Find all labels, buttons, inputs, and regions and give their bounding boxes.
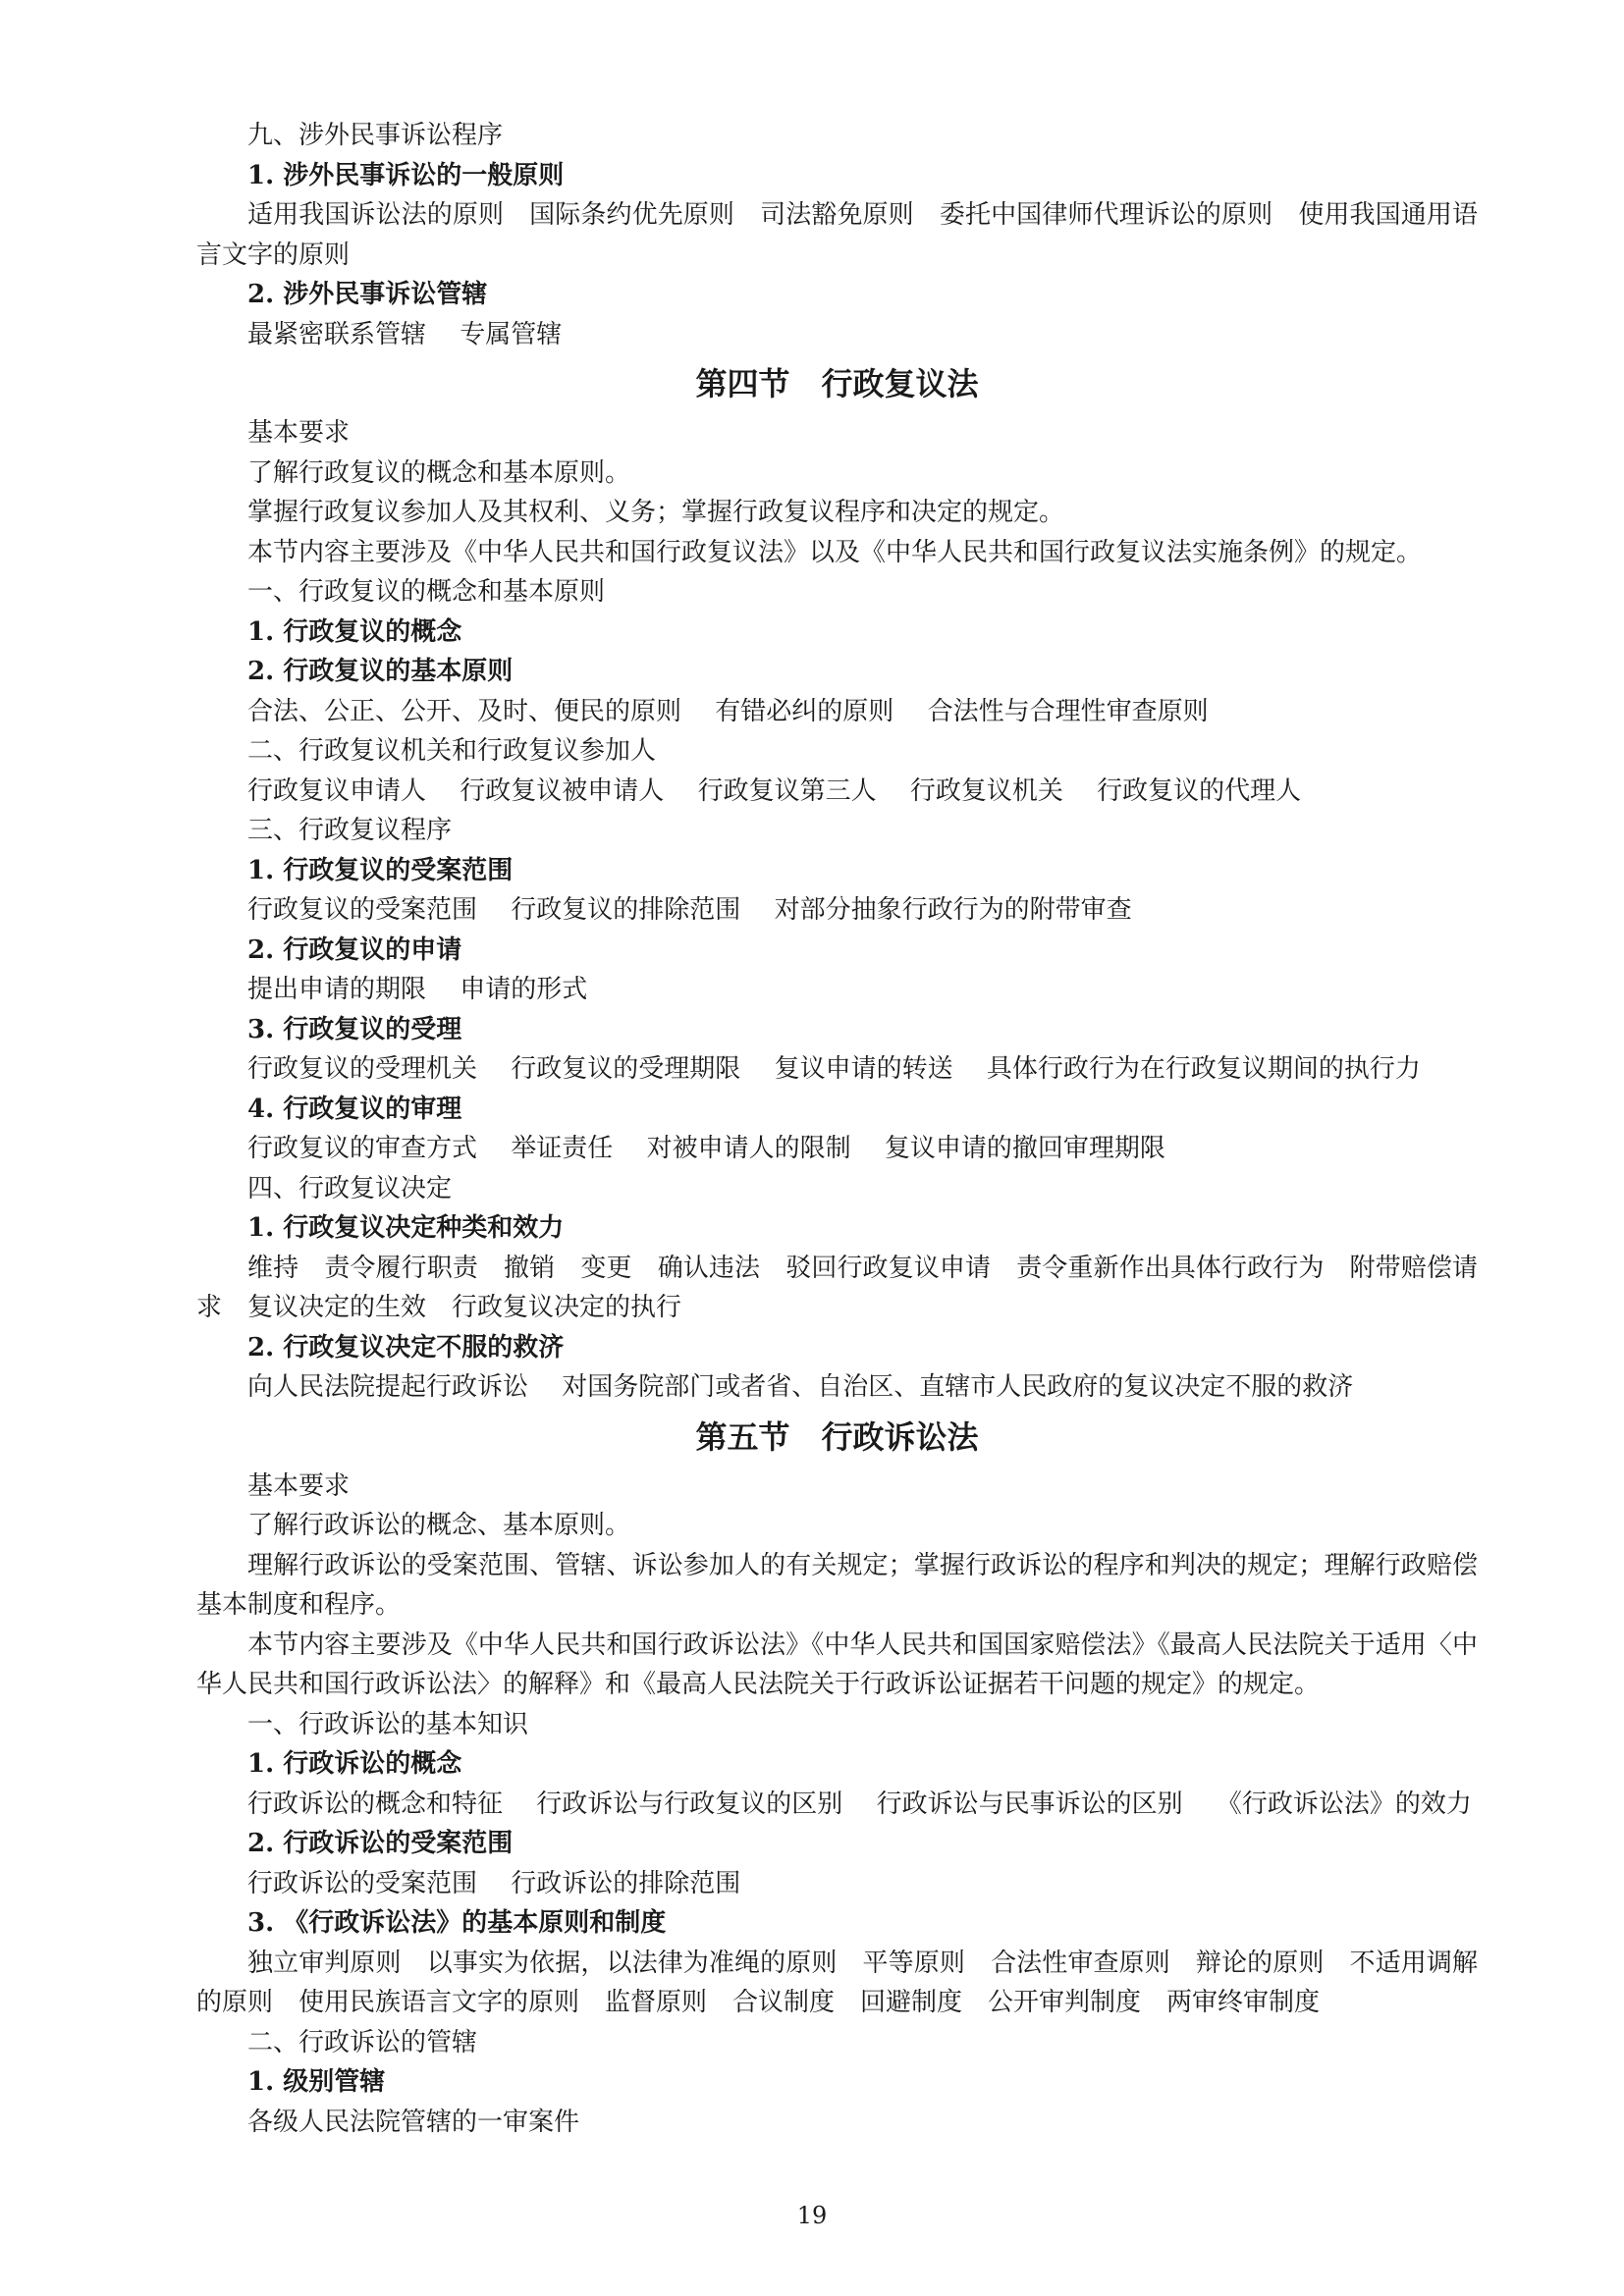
subheading-4-4-1: 1. 行政复议决定种类和效力	[247, 1213, 565, 1243]
list-item: 向人民法院提起行政诉讼	[247, 1372, 529, 1402]
paragraph-5-1-3: 独立审判原则 以事实为依据，以法律为准绳的原则 平等原则 合法性审查原则 辩论的原则 不适用调解的原则 使用民族语言文字的原则 监督原则 合议制度 回避制度 公开审判制度 两审终审制度	[196, 1948, 1478, 2017]
subheading-sec9-jurisdiction: 2. 涉外民事诉讼管辖	[247, 280, 488, 309]
requirement-line: 了解行政复议的概念和基本原则。	[247, 457, 631, 488]
item-row-4-3-3	[196, 1049, 1478, 1090]
requirements-label-4: 基本要求	[247, 418, 351, 448]
subheading-4-1-1: 1. 行政复议的概念	[247, 616, 462, 647]
list-item: 行政复议机关	[909, 775, 1063, 806]
list-item: 行政诉讼的受案范围	[247, 1868, 478, 1898]
subheading-5-1-3: 3. 《行政诉讼法》的基本原则和制度	[247, 1908, 667, 1938]
list-item: 《行政诉讼法》的效力	[1216, 1789, 1472, 1819]
subheading-4-4-2: 2. 行政复议决定不服的救济	[247, 1332, 565, 1362]
requirement-paragraph: 本节内容主要涉及《中华人民共和国行政诉讼法》《中华人民共和国国家赔偿法》《最高人民法院关于适用〈中华人民共和国行政诉讼法〉的解释》和《最高人民法院关于行政诉讼证据若干问题的规定》的规定。	[196, 1629, 1478, 1699]
heading-4-2: 二、行政复议机关和行政复议参加人	[247, 736, 657, 766]
requirement-paragraph: 理解行政诉讼的受案范围、管辖、诉讼参加人的有关规定；掌握行政诉讼的程序和判决的规定；理解行政赔偿基本制度和程序。	[196, 1550, 1478, 1620]
list-item: 行政复议的排除范围	[511, 895, 741, 925]
item-row-4-3-1	[196, 890, 1478, 931]
subheading-4-3-1: 1. 行政复议的受案范围	[247, 855, 514, 885]
subheading-4-3-3: 3. 行政复议的受理	[247, 1014, 462, 1044]
requirements-label-5: 基本要求	[247, 1470, 351, 1501]
list-item: 行政复议第三人	[697, 775, 877, 806]
item-row-sec9-jurisdiction	[196, 315, 1478, 355]
page-body	[196, 116, 1478, 2142]
heading-sec9: 九、涉外民事诉讼程序	[247, 121, 504, 150]
list-item: 申请的形式	[460, 975, 588, 1004]
list-item: 行政诉讼与行政复议的区别	[536, 1789, 843, 1819]
list-item: 复议申请的撤回审理期限	[884, 1134, 1165, 1163]
list-item: 行政复议的受理期限	[511, 1054, 741, 1084]
item-row-4-4-2	[196, 1367, 1478, 1408]
paragraph-sec9-principles: 适用我国诉讼法的原则 国际条约优先原则 司法豁免原则 委托中国律师代理诉讼的原则 使用我国通用语言文字的原则	[196, 200, 1478, 270]
heading-4-4: 四、行政复议决定	[247, 1173, 453, 1203]
list-item: 合法、公正、公开、及时、便民的原则	[247, 696, 682, 726]
text-5-2-1: 各级人民法院管辖的一审案件	[247, 2107, 580, 2137]
item-row-4-1-2	[196, 692, 1478, 732]
heading-5-1: 一、行政诉讼的基本知识	[247, 1709, 529, 1739]
list-item: 最紧密联系管辖	[247, 319, 427, 349]
section-title-4: 第四节 行政复议法	[695, 365, 979, 402]
heading-4-1: 一、行政复议的概念和基本原则	[247, 577, 606, 607]
item-row-5-1-2	[196, 1864, 1478, 1904]
list-item: 行政复议申请人	[247, 775, 427, 806]
page-number: 19	[796, 2202, 828, 2229]
list-item: 专属管辖	[460, 319, 563, 349]
subheading-sec9-general-principles: 1. 涉外民事诉讼的一般原则	[247, 160, 565, 190]
list-item: 对被申请人的限制	[646, 1134, 851, 1163]
list-item: 对部分抽象行政行为的附带审查	[774, 895, 1132, 925]
list-item: 复议申请的转送	[774, 1054, 953, 1084]
heading-5-2: 二、行政诉讼的管辖	[247, 2027, 478, 2057]
list-item: 行政复议被申请人	[460, 775, 665, 806]
subheading-4-3-4: 4. 行政复议的审理	[247, 1094, 462, 1124]
list-item: 行政诉讼的概念和特征	[247, 1789, 504, 1819]
item-row-4-3-4	[196, 1129, 1478, 1169]
subheading-5-2-1: 1. 级别管辖	[247, 2067, 386, 2097]
requirement-line: 掌握行政复议参加人及其权利、义务；掌握行政复议程序和决定的规定。	[247, 498, 1065, 527]
list-item: 行政复议的受理机关	[247, 1054, 478, 1084]
list-item: 对国务院部门或者省、自治区、直辖市人民政府的复议决定不服的救济	[562, 1372, 1354, 1402]
subheading-4-1-2: 2. 行政复议的基本原则	[247, 657, 514, 686]
subheading-5-1-1: 1. 行政诉讼的概念	[247, 1749, 462, 1779]
requirement-line: 本节内容主要涉及《中华人民共和国行政复议法》以及《中华人民共和国行政复议法实施条例》的规定。	[247, 537, 1423, 567]
list-item: 行政复议的受案范围	[247, 895, 478, 925]
subheading-4-3-2: 2. 行政复议的申请	[247, 934, 462, 965]
section-title-5: 第五节 行政诉讼法	[695, 1417, 979, 1456]
heading-4-3: 三、行政复议程序	[247, 816, 453, 845]
paragraph-4-4-1: 维持 责令履行职责 撤销 变更 确认违法 驳回行政复议申请 责令重新作出具体行政行为 附带赔偿请求 复议决定的生效 行政复议决定的执行	[196, 1253, 1478, 1322]
item-row-4-2	[196, 772, 1478, 812]
item-row-4-3-2	[196, 970, 1478, 1010]
requirement-line: 了解行政诉讼的概念、基本原则。	[247, 1511, 631, 1540]
list-item: 提出申请的期限	[247, 975, 427, 1004]
list-item: 举证责任	[511, 1134, 614, 1163]
subheading-5-1-2: 2. 行政诉讼的受案范围	[247, 1829, 514, 1858]
list-item: 合法性与合理性审查原则	[927, 696, 1209, 726]
list-item: 行政复议的代理人	[1097, 775, 1302, 806]
item-row-5-1-1	[196, 1785, 1478, 1825]
list-item: 行政复议的审查方式	[247, 1134, 478, 1163]
list-item: 有错必纠的原则	[715, 696, 894, 726]
list-item: 行政诉讼与民事诉讼的区别	[876, 1789, 1183, 1819]
list-item: 行政诉讼的排除范围	[511, 1868, 741, 1898]
list-item: 具体行政行为在行政复议期间的执行力	[986, 1054, 1421, 1084]
